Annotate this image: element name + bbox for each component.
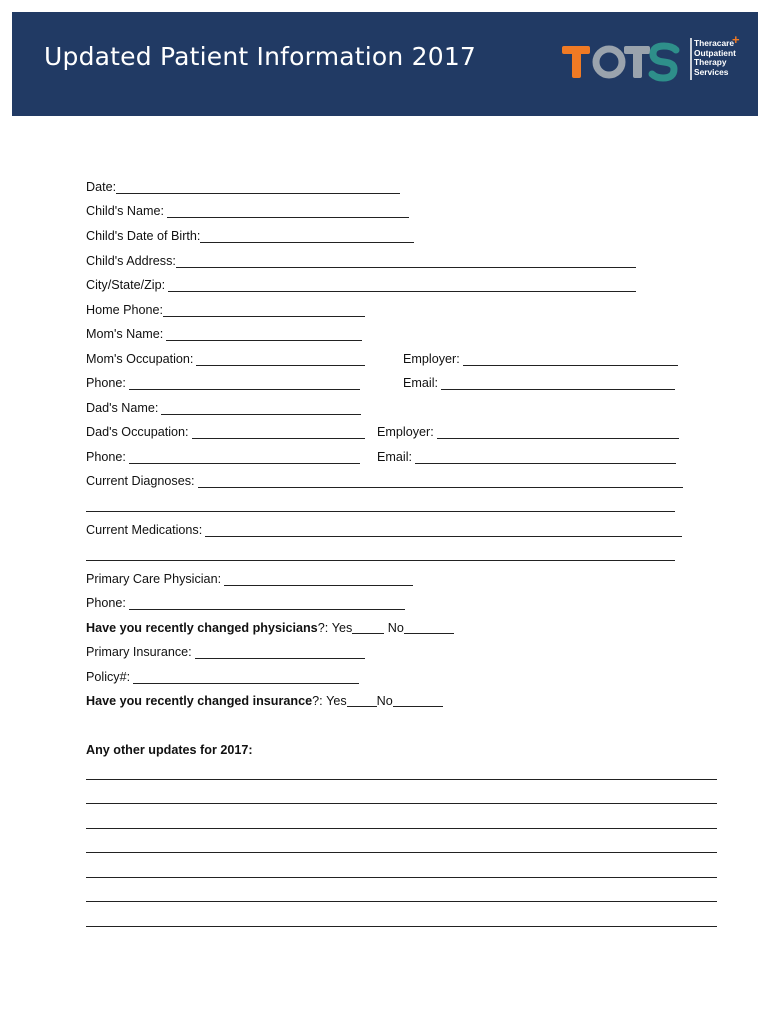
mom-occupation-field [86, 351, 365, 367]
other-updates-line[interactable] [86, 901, 717, 902]
dad-employer-field [377, 424, 679, 440]
date-input[interactable] [116, 179, 400, 194]
other-updates-line[interactable] [86, 779, 717, 780]
policy-input[interactable] [133, 669, 359, 684]
dad-phone-input[interactable] [129, 449, 360, 464]
city-state-zip-input[interactable] [168, 277, 636, 292]
policy-field [86, 669, 359, 685]
primary-insurance-field [86, 644, 365, 660]
other-updates-line[interactable] [86, 852, 717, 853]
mom-email-input[interactable] [441, 375, 675, 390]
mom-occupation-label: Mom's Occupation: [86, 352, 194, 366]
policy-label: Policy#: [86, 670, 131, 684]
changed-insurance-yes-input[interactable] [347, 693, 377, 707]
primary-care-physician-label: Primary Care Physician: [86, 572, 222, 586]
changed-physicians-label: Have you recently changed physicians [86, 621, 318, 635]
other-updates-label: Any other updates for 2017: [86, 743, 253, 757]
child-dob-input[interactable] [200, 228, 414, 243]
current-medications-field [86, 522, 682, 538]
home-phone-input[interactable] [163, 302, 365, 317]
city-state-zip-label: City/State/Zip: [86, 278, 166, 292]
dad-employer-label: Employer: [377, 425, 434, 439]
current-diagnoses-input[interactable] [198, 473, 683, 488]
mom-phone-field [86, 375, 360, 391]
plus-icon: + [732, 32, 740, 47]
dad-occupation-field [86, 424, 365, 440]
logo-divider [690, 38, 692, 80]
primary-insurance-label: Primary Insurance: [86, 645, 192, 659]
primary-care-physician-field [86, 571, 413, 587]
logo-text [694, 39, 736, 77]
mom-phone-label: Phone: [86, 376, 126, 390]
other-updates-line[interactable] [86, 828, 717, 829]
logo-line: Services [694, 66, 729, 77]
physician-phone-input[interactable] [129, 595, 405, 610]
dad-name-field [86, 400, 361, 416]
changed-physicians-no-input[interactable] [404, 620, 454, 634]
page-title: Updated Patient Information 2017 [44, 42, 477, 71]
child-name-field [86, 203, 409, 219]
child-dob-field [86, 228, 414, 244]
dad-occupation-label: Dad's Occupation: [86, 425, 189, 439]
mom-employer-label: Employer: [403, 352, 460, 366]
mom-phone-input[interactable] [129, 375, 360, 390]
physician-phone-label: Phone: [86, 596, 126, 610]
other-updates-line[interactable] [86, 803, 717, 804]
home-phone-field [86, 302, 365, 318]
changed-insurance-question [86, 693, 443, 709]
dad-email-label: Email: [377, 450, 412, 464]
primary-care-physician-input[interactable] [224, 571, 413, 586]
current-medications-input[interactable] [205, 522, 682, 537]
city-state-zip-field [86, 277, 636, 293]
mom-name-input[interactable] [166, 326, 362, 341]
mom-email-label: Email: [403, 376, 438, 390]
tots-logo [560, 32, 750, 92]
question-suffix: ?: [312, 694, 323, 708]
mom-name-label: Mom's Name: [86, 327, 164, 341]
mom-employer-field [403, 351, 678, 367]
yes-label: Yes [326, 694, 347, 708]
mom-occupation-input[interactable] [196, 351, 365, 366]
changed-physicians-yes-input[interactable] [352, 620, 384, 634]
current-diagnoses-line-2[interactable] [86, 511, 675, 512]
question-suffix: ?: [317, 621, 329, 635]
physician-phone-field [86, 595, 405, 611]
yes-label: Yes [331, 621, 353, 635]
child-address-input[interactable] [176, 253, 636, 268]
home-phone-label: Home Phone: [86, 303, 164, 317]
current-diagnoses-label: Current Diagnoses: [86, 474, 195, 488]
child-dob-label: Child's Date of Birth: [86, 229, 201, 243]
child-address-field [86, 253, 636, 269]
no-label: No [376, 694, 393, 708]
current-medications-line-2[interactable] [86, 560, 675, 561]
child-name-input[interactable] [167, 203, 409, 218]
child-name-label: Child's Name: [86, 204, 164, 218]
no-label: No [387, 621, 404, 635]
tots-wordmark-icon [560, 38, 682, 84]
dad-occupation-input[interactable] [192, 424, 365, 439]
child-address-label: Child's Address: [86, 254, 176, 268]
primary-insurance-input[interactable] [195, 644, 365, 659]
dad-name-label: Dad's Name: [86, 401, 159, 415]
dad-phone-field [86, 449, 360, 465]
changed-insurance-label: Have you recently changed insurance [86, 694, 313, 708]
changed-physicians-question [86, 620, 454, 636]
current-medications-label: Current Medications: [86, 523, 203, 537]
header-banner [12, 12, 758, 116]
logo-line: Therapy [694, 57, 727, 68]
logo-line: Theracare [694, 38, 735, 48]
date-field [86, 179, 400, 195]
changed-insurance-no-input[interactable] [393, 693, 443, 707]
dad-email-field [377, 449, 676, 465]
logo-line: Outpatient [694, 47, 736, 58]
other-updates-line[interactable] [86, 877, 717, 878]
mom-email-field [403, 375, 675, 391]
dad-email-input[interactable] [415, 449, 676, 464]
other-updates-line[interactable] [86, 926, 717, 927]
mom-name-field [86, 326, 362, 342]
date-label: Date: [86, 180, 117, 194]
dad-phone-label: Phone: [86, 450, 126, 464]
dad-name-input[interactable] [161, 400, 361, 415]
current-diagnoses-field [86, 473, 683, 489]
mom-employer-input[interactable] [463, 351, 678, 366]
dad-employer-input[interactable] [437, 424, 679, 439]
